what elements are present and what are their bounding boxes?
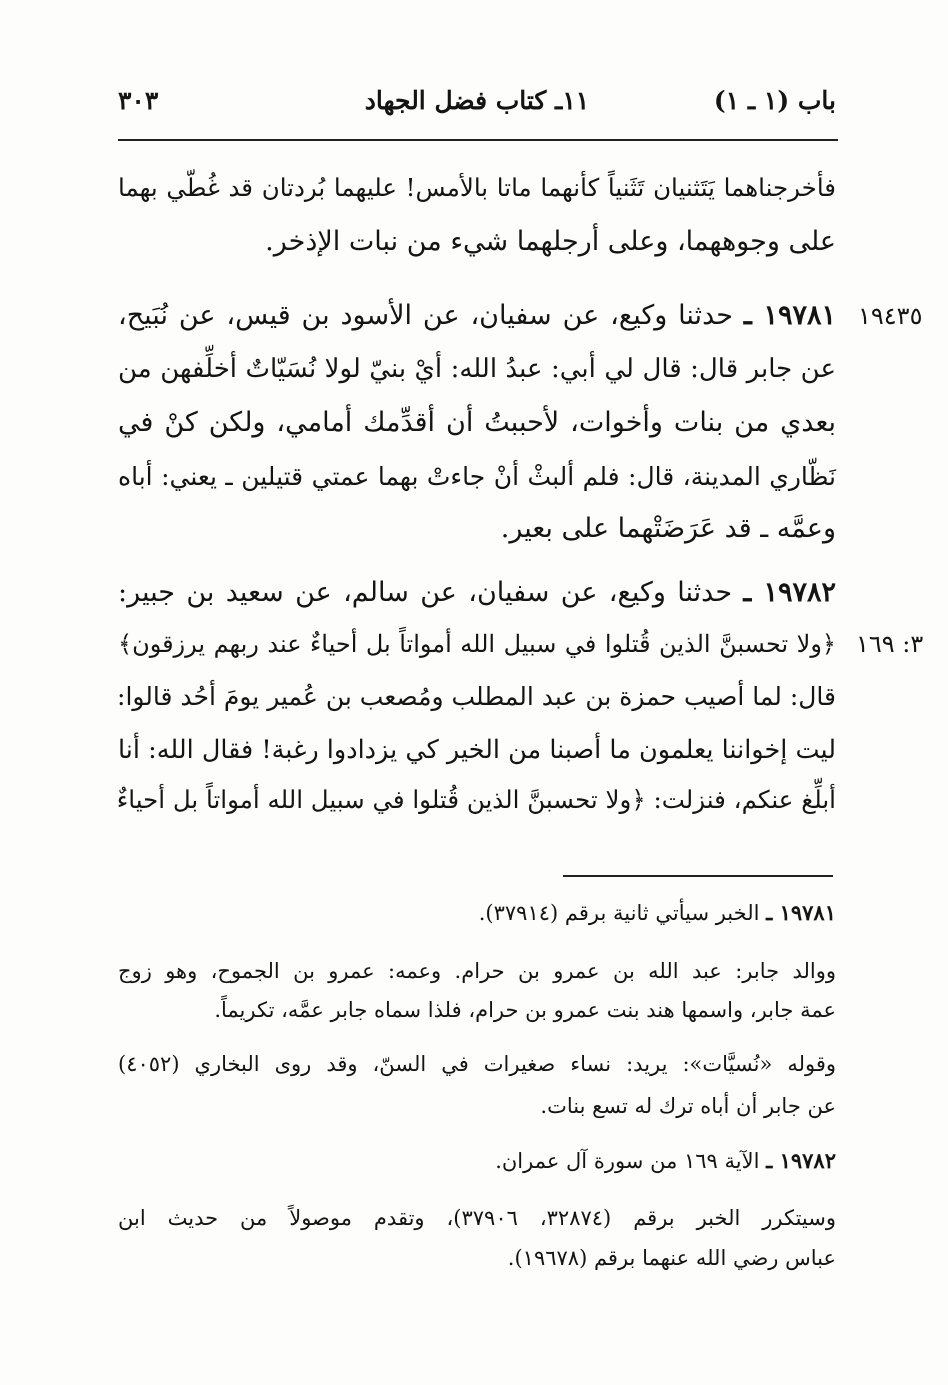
body-line: على وجوههما، وعلى أرجلهما شيء من نبات الإذخر. — [265, 226, 836, 257]
body-line: ليت إخواننا يعلمون ما أصبنا من الخير كي يزدادوا رغبة! فقال الله: أنا — [118, 735, 836, 765]
footnote-number: ١٩٧٨٢ ـ — [766, 1148, 836, 1173]
body-line: وعمَّه ـ قد عَرَضَتْهما على بعير. — [500, 513, 836, 544]
footnote-line: عمة جابر، واسمها هند بنت عمرو بن حرام، فلذا سماه جابر عمَّه، تكريماً. — [214, 998, 836, 1022]
body-line: أبلِّغ عنكم، فنزلت: ﴿ولا تحسبنَّ الذين قُتلوا في سبيل الله أمواتاً بل أحياءٌ — [116, 785, 836, 814]
body-line: نَظّاري المدينة، قال: فلم ألبثْ أنْ جاءتْ بهما عمتي قتيلين ـ يعني: أباه — [118, 462, 836, 491]
hadith-number: ١٩٧٨١ ـ — [743, 300, 837, 331]
body-line-quran-verse: ﴿ولا تحسبنَّ الذين قُتلوا في سبيل الله أمواتاً بل أحياءٌ عند ربهم يرزقون﴾ — [118, 630, 836, 658]
book-title: ١١ـ كتاب فضل الجهاد — [364, 86, 590, 115]
body-line-text: حدثنا وكيع، عن سفيان، عن الأسود بن قيس، عن نُبَيح، — [118, 300, 733, 331]
hadith-number: ١٩٧٨٢ ـ — [743, 577, 836, 608]
body-line: بعدي من بنات وأخوات، لأحببتُ أن أقدِّمك أمامي، ولكن كنْ في — [118, 407, 836, 438]
footnote-line: عن جابر أن أباه ترك له تسع بنات. — [540, 1094, 836, 1118]
hadith-19781-first-line — [118, 296, 836, 336]
header-divider — [118, 139, 838, 141]
footnote-divider — [563, 875, 833, 877]
hadith-19782-first-line — [118, 573, 836, 613]
footnote-19781 — [118, 895, 836, 931]
page-number: ٣٠٣ — [118, 86, 159, 115]
body-line: قال: لما أصيب حمزة بن عبد المطلب ومُصعب بن عُمير يومَ أحُد قالوا: — [117, 682, 836, 711]
margin-cross-reference: ١٩٤٣٥ — [858, 302, 923, 330]
footnote-line: وقوله «نُسيَّات»: يريد: نساء صغيرات في السنّ، وقد روى البخاري (٤٠٥٢) — [118, 1052, 836, 1076]
footnote-number: ١٩٧٨١ ـ — [766, 900, 836, 925]
body-line: فأخرجناهما يَتَثنيان تَثَنياً كأنهما ماتا بالأمس! عليهما بُردتان قد غُطّي بهما — [118, 173, 836, 202]
footnote-line: وسيتكرر الخبر برقم (٣٢٨٧٤، ٣٧٩٠٦)، وتقدم موصولاً من حديث ابن — [118, 1206, 836, 1230]
footnote-text: الخبر سيأتي ثانية برقم (٣٧٩١٤). — [478, 901, 760, 925]
footnote-line: ووالد جابر: عبد الله بن عمرو بن حرام. وعمه: عمرو بن الجموح، وهو زوج — [118, 959, 836, 983]
chapter-label: باب (١ ـ ١) — [713, 86, 836, 115]
running-header — [118, 86, 836, 126]
footnote-line: عباس رضي الله عنهما برقم (١٩٦٧٨). — [507, 1246, 836, 1270]
body-line-text: حدثنا وكيع، عن سفيان، عن سالم، عن سعيد بن جبير: — [118, 577, 733, 608]
margin-quran-reference: ٣: ١٦٩ — [856, 630, 924, 658]
footnote-19782 — [118, 1143, 836, 1179]
footnote-text: الآية ١٦٩ من سورة آل عمران. — [495, 1149, 760, 1173]
body-line: عن جابر قال: قال لي أبي: عبدُ الله: أيْ بنيّ لولا نُسَيّاتٌ أخلِّفهن من — [118, 354, 836, 384]
